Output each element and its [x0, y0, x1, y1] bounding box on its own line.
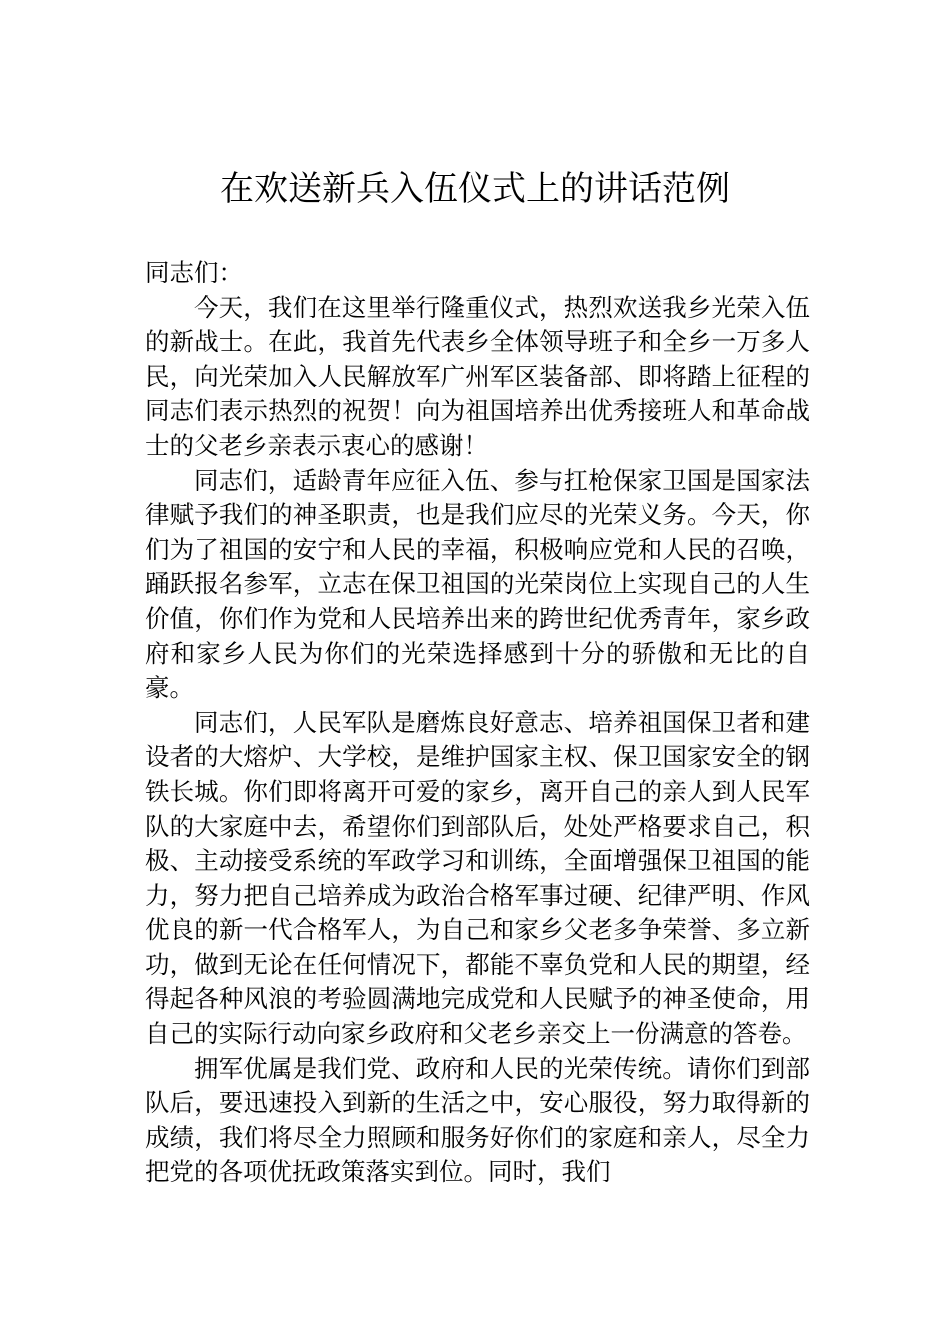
document-title: 在欢送新兵入伍仪式上的讲话范例 [220, 169, 730, 209]
paragraph-3: 同志们，人民军队是磨炼良好意志、培养祖国保卫者和建设者的大熔炉、大学校，是维护国家主权、保卫国家安全的钢铁长城。你们即将离开可爱的家乡，离开自己的亲人到人民军队的大家庭中去，希望你们到部队后，处处严格要求自己，积极、主动接受系统的军政学习和训练，全面增强保卫祖国的能力，努力把自己培养成为政治合格军事过硬、纪律严明、作风优良的新一代合格军人，为自己和家乡父老多争荣誉、多立新功，做到无论在任何情况下，都能不辜负党和人民的期望，经得起各种风浪的考验圆满地完成党和人民赋予的神圣使命，用自己的实际行动向家乡政府和父老乡亲交上一份满意的答卷。 [145, 707, 810, 1049]
salutation: 同志们： [145, 258, 243, 287]
paragraph-1: 今天，我们在这里举行隆重仪式，热烈欢送我乡光荣入伍的新战士。在此，我首先代表乡全体领导班子和全乡一万多人民，向光荣加入人民解放军广州军区装备部、即将踏上征程的同志们表示热烈的祝贺！向为祖国培养出优秀接班人和革命战士的父老乡亲表示衷心的感谢！ [145, 292, 810, 460]
document-body [145, 256, 810, 1190]
paragraph-2: 同志们，适龄青年应征入伍、参与扛枪保家卫国是国家法律赋予我们的神圣职责，也是我们应尽的光荣义务。今天，你们为了祖国的安宁和人民的幸福，积极响应党和人民的召唤，踊跃报名参军，立志在保卫祖国的光荣岗位上实现自己的人生价值，你们作为党和人民培养出来的跨世纪优秀青年，家乡政府和家乡人民为你们的光荣选择感到十分的骄傲和无比的自豪。 [145, 465, 810, 703]
paragraph-4: 拥军优属是我们党、政府和人民的光荣传统。请你们到部队后，要迅速投入到新的生活之中，安心服役，努力取得新的成绩，我们将尽全力照顾和服务好你们的家庭和亲人，尽全力把党的各项优抚政策落实到位。同时，我们 [145, 1053, 810, 1187]
